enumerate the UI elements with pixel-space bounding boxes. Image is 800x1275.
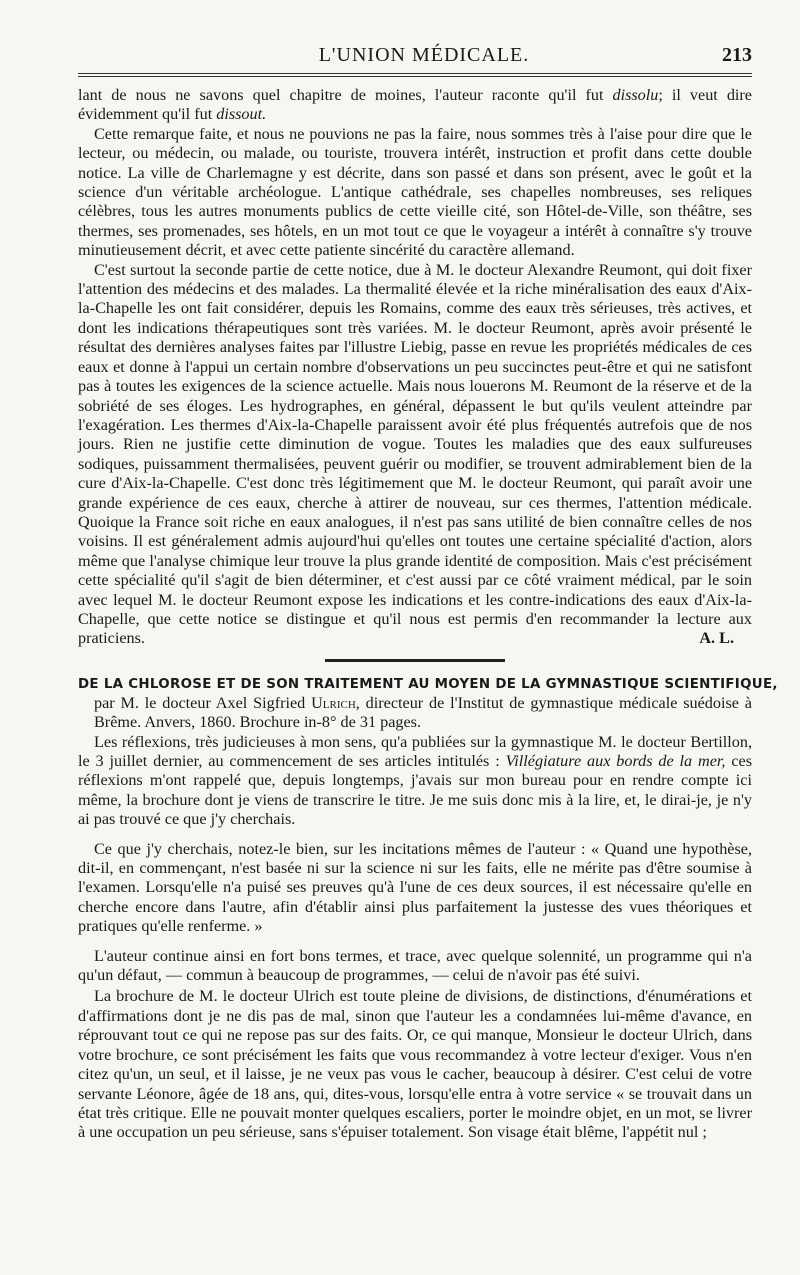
article2-title: DE LA CHLOROSE ET DE SON TRAITEMENT AU MOYEN DE LA GYMNASTIQUE SCIENTIFIQUE, — [78, 676, 778, 692]
header-rule — [78, 73, 752, 77]
page-number: 213 — [722, 44, 752, 66]
section-separator — [325, 659, 505, 662]
article2-paragraph-4: La brochure de M. le docteur Ulrich est toute pleine de divisions, de distinctions, d'énumérations et d'affirmations dont je ne dis pas de mal, sinon que l'auteur les a condamnées lui-même d'avance, en réprouvant tout ce qui ne repose pas sur des faits. Or, ce qui manque, Monsieur le docteur Ulrich, dans votre brochure, ce sont précisément les faits que vous recommandez à votre lecteur d'exiger. Vous n'en citez qu'un, un seul, et il laisse, je ne veux pas vous le cacher, beaucoup à désirer. C'est celui de votre servante Léonore, âgée de 18 ans, qui, dites-vous, lorsqu'elle entra à votre service « se trouvait dans un état très critique. Elle ne pouvait monter quelques escaliers, porter le moindre objet, en un mot, se livrer à une occupation un peu sérieuse, sans s'épuiser totalement. Son visage était blême, l'appétit nul ; — [78, 987, 752, 1142]
article2-paragraph-3: L'auteur continue ainsi en fort bons termes, et trace, avec quelque solennité, un programme qui n'a qu'un défaut, — commun à beaucoup de programmes, — celui de n'avoir pas été suivi. — [78, 946, 752, 985]
article1-signature: A. L. — [699, 629, 734, 648]
running-title: L'UNION MÉDICALE. — [318, 44, 530, 66]
article1-closing — [78, 261, 752, 649]
article2-byline: par M. le docteur Axel Sigfried Ulrich, directeur de l'Institut de gymnastique médicale suédoise à Brême. Anvers, 1860. Brochure in-8° de 31 pages. — [94, 693, 752, 732]
article2-paragraph-2: Ce que j'y cherchais, notez-le bien, sur les incitations mêmes de l'auteur : « Quand une hypothèse, dit-il, en commençant, n'est basée ni sur la science ni sur les faits, elle ne mérite pas d'être soumise à l'examen. Lorsqu'elle n'a puisé ses preuves qu'à l'une de ces deux sources, il est nécessaire qu'elle en cherche encore dans l'autre, afin d'établir ainsi plus parfaitement la justesse des vues théoriques et pratiques qu'elle renferme. » — [78, 839, 752, 936]
article1-paragraph-2: Cette remarque faite, et nous ne pouvions ne pas la faire, nous sommes très à l'aise pour dire que le lecteur, ou médecin, ou malade, ou touriste, trouvera intérêt, instruction et profit dans cette double notice. La ville de Charlemagne y est décrite, dans son passé et dans son présent, avec le goût et la science d'un véritable archéologue. L'antique cathédrale, ses chapelles nombreuses, ses reliques célèbres, tous les autres monuments publics de cette vieille cité, son Hôtel-de-Ville, son théâtre, ses thermes, ses promenades, ses hôtels, en un mot tout ce que le voyageur a intérêt à connaître s'y trouve minutieusement décrit, et avec cette patiente sincérité du caractère allemand. — [78, 124, 752, 260]
page-header — [78, 40, 770, 70]
article2-paragraph-1: Les réflexions, très judicieuses à mon sens, qu'a publiées sur la gymnastique M. le docteur Bertillon, le 3 juillet dernier, au commencement de ses articles intitulés : Villégiature aux bords de la mer, ces réflexions m'ont rappelé que, depuis longtemps, j'avais sur mon bureau pour en rendre compte ici même, la brochure dont je viens de transcrire le titre. Je me suis donc mis à la lire, et, le dirai-je, je n'y ai pas trouvé ce que j'y cherchais. — [78, 732, 752, 829]
article1-paragraph-3: C'est surtout la seconde partie de cette notice, due à M. le docteur Alexandre Reumont, qui doit fixer l'attention des médecins et des malades. La thermalité élevée et la riche minéralisation des eaux d'Aix-la-Chapelle les ont fait considérer, depuis les Romains, comme des eaux très sérieuses, très actives, et dont les indications thérapeutiques sont très variées. M. le docteur Reumont, après avoir présenté le résultat des dernières analyses faites par l'illustre Liebig, passe en revue les propriétés médicales de ces eaux et donne à l'appui un certain nombre d'observations un peu succinctes peut-être et qui ne satisfont pas à toutes les exigences de la science actuelle. Mais nous louerons M. Reumont de la réserve et de la sobriété de ses éloges. Les hydrographes, en général, dépassent le but qu'ils veulent atteindre par l'exagération. Les thermes d'Aix-la-Chapelle paraissent avoir été plus fréquentés autrefois que de nos jours. Rien ne justifie cette diminution de vogue. Toutes les maladies que des eaux sulfureuses sodiques, puissamment thermalisées, peuvent guérir ou modifier, se trouvent admirablement bien de la cure d'Aix-la-Chapelle. C'est donc très légitimement que M. le docteur Reumont, qui paraît avoir une grande expérience de ces eaux, cherche à attirer de nouveau, sur ces thermes, l'attention médicale. Quoique la France soit riche en eaux analogues, il n'est pas sans utilité de bien connaître celles de nos voisins. Il est généralement admis aujourd'hui qu'elles ont toutes une certaine spécialité d'action, alors même que l'analyse chimique leur trouve la plus grande identité de composition. Mais c'est précisément cette spécialité qu'il s'agit de bien déterminer, et c'est aussi par ce côté vraiment médical, par le soin avec lequel M. le docteur Reumont expose les indications et les contre-indications des eaux d'Aix-la-Chapelle, que cette notice se distingue et qu'il nous est permis d'en recommander la lecture aux praticiens. — [78, 260, 752, 648]
page-body — [78, 86, 778, 1143]
article1-paragraph-1: lant de nous ne savons quel chapitre de moines, l'auteur raconte qu'il fut dissolu; il veut dire évidemment qu'il fut dissout. — [78, 86, 752, 124]
